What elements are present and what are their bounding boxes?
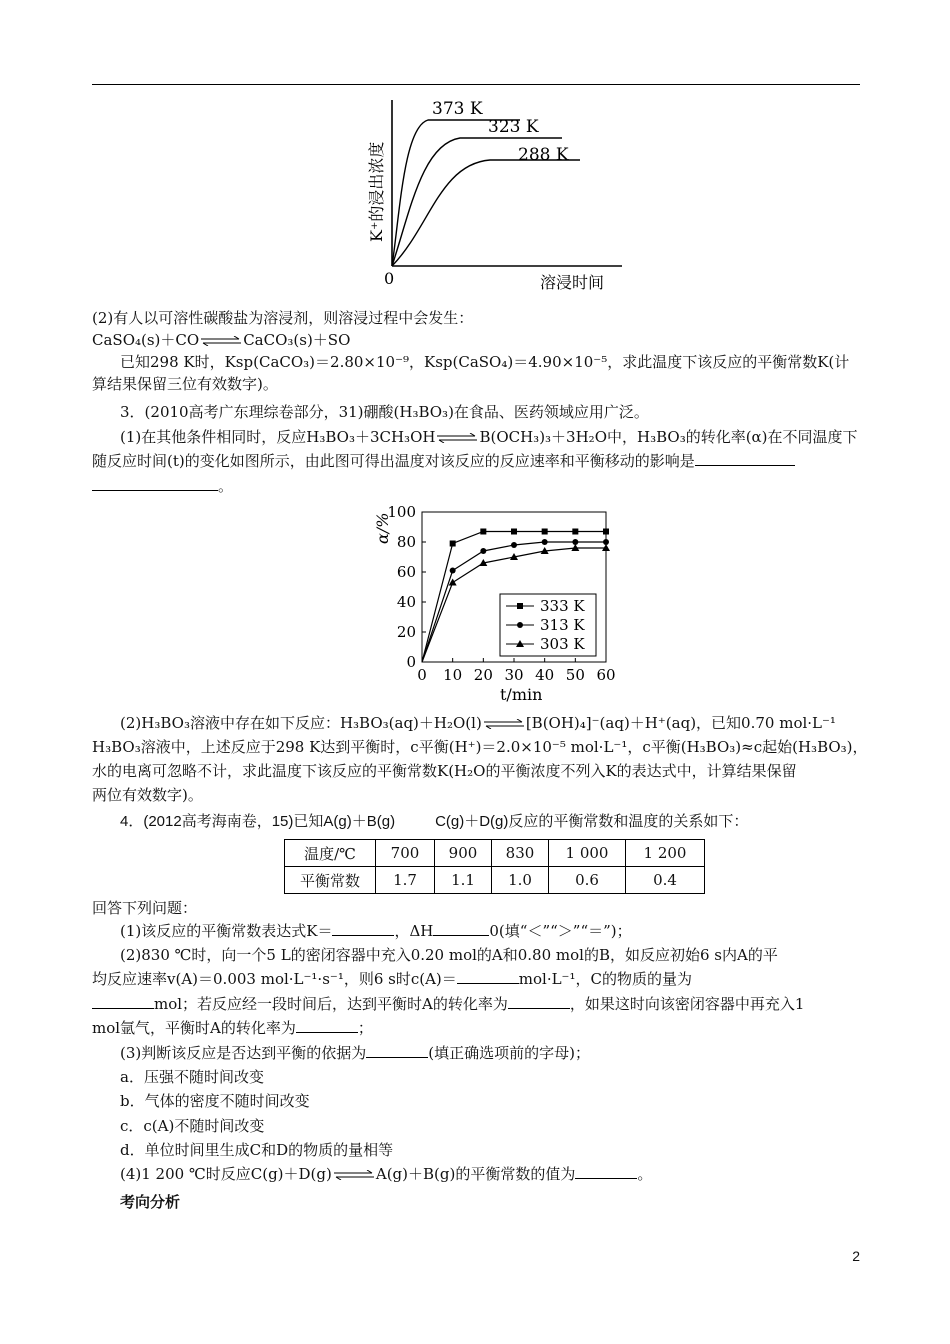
data-point bbox=[542, 529, 548, 535]
known-1: 已知298 K时，Ksp(CaCO₃)＝2.80×10⁻⁹，Ksp(CaSO₄)＝4.90×10⁻⁵，求此温度下该反应的平衡常数K(计 bbox=[120, 353, 850, 371]
data-point bbox=[480, 548, 486, 554]
p2-intro: (2)有人以可溶性碳酸盐为溶浸剂，则溶浸过程中会发生： bbox=[92, 309, 474, 327]
a1a: (1)该反应的平衡常数表达式K＝ bbox=[120, 922, 333, 940]
q3-part2-line2: H₃BO₃溶液中，上述反应于298 K达到平衡时，c平衡(H⁺)＝2.0×10⁻⁵ mol·L⁻¹，c平衡(H₃BO₃)≈c起始(H₃BO₃)， bbox=[92, 738, 868, 756]
x-tick-label: 10 bbox=[443, 666, 463, 684]
conversion-chart bbox=[360, 500, 630, 706]
a2-line3 bbox=[92, 994, 804, 1014]
table-cell: 1.1 bbox=[435, 867, 492, 894]
a2f: mol氩气，平衡时A的转化率为 bbox=[92, 1019, 296, 1037]
table-header: 温度/℃ bbox=[285, 840, 376, 867]
equilibrium-arrow-icon bbox=[334, 1170, 374, 1180]
equation-1 bbox=[92, 330, 350, 350]
option-c: c．c(A)不随时间改变 bbox=[120, 1117, 265, 1135]
a2-line4 bbox=[92, 1018, 373, 1038]
q3-2b: [B(OH)₄]⁻(aq)＋H⁺(aq)，已知0.70 mol·L⁻¹ bbox=[525, 714, 836, 732]
option-b: b．气体的密度不随时间改变 bbox=[120, 1092, 310, 1110]
a2d: mol；若反应经一段时间后，达到平衡时A的转化率为 bbox=[154, 995, 508, 1013]
table-cell: 1.0 bbox=[492, 867, 549, 894]
a2-line1: (2)830 ℃时，向一个5 L的密闭容器中充入0.20 mol的A和0.80 mol的B，如反应初始6 s内A的平 bbox=[120, 946, 778, 964]
y-tick-label: 40 bbox=[396, 593, 416, 611]
a1b: ，ΔH bbox=[394, 922, 434, 940]
x-tick-label: 50 bbox=[565, 666, 585, 684]
legend-marker bbox=[517, 622, 523, 628]
q4b: C(g)＋D(g)反应的平衡常数和温度的关系如下： bbox=[435, 813, 749, 830]
leaching-chart bbox=[360, 92, 630, 302]
legend-label: 303 K bbox=[540, 635, 585, 653]
answer-prompt: 回答下列问题： bbox=[92, 899, 198, 917]
a4a: (4)1 200 ℃时反应C(g)＋D(g) bbox=[120, 1165, 332, 1183]
data-point bbox=[450, 568, 456, 574]
eq1-left: CaSO₄(s)＋CO bbox=[92, 331, 200, 349]
y-tick-label: 20 bbox=[396, 623, 416, 641]
y-tick-label: 0 bbox=[406, 653, 416, 671]
q3-1b: B(OCH₃)₃＋3H₂O中，H₃BO₃的转化率(α)在不同温度下 bbox=[479, 428, 858, 446]
q4a: 4．(2012高考海南卷，15)已知A(g)＋B(g) bbox=[120, 813, 396, 830]
table-rowlabel: 平衡常数 bbox=[285, 867, 376, 894]
section-heading: 考向分析 bbox=[120, 1194, 181, 1211]
table-row bbox=[285, 840, 705, 867]
data-point bbox=[542, 539, 548, 545]
page-number: 2 bbox=[852, 1248, 860, 1264]
equilibrium-arrow-icon bbox=[437, 433, 477, 443]
answer-blank[interactable] bbox=[366, 1043, 428, 1058]
q3-1c: 随反应时间(t)的变化如图所示，由此图可得出温度对该反应的反应速率和平衡移动的影响是 bbox=[92, 452, 695, 470]
question-4 bbox=[120, 812, 748, 832]
table-cell: 1 200 bbox=[626, 840, 705, 867]
x-tick-label: 60 bbox=[596, 666, 616, 684]
x-tick-label: 20 bbox=[473, 666, 493, 684]
a2c: mol·L⁻¹，C的物质的量为 bbox=[518, 970, 692, 988]
data-point bbox=[480, 529, 486, 535]
table-cell: 1 000 bbox=[549, 840, 626, 867]
q3-part1-line1 bbox=[120, 427, 858, 447]
curve-373K bbox=[392, 120, 520, 266]
curve-288K bbox=[392, 160, 580, 266]
q3-part2-line3: 水的电离可忽略不计，求此温度下该反应的平衡常数K(H₂O的平衡浓度不列入K的表达式中，计算结果保留 bbox=[92, 762, 797, 780]
answer-blank[interactable] bbox=[296, 1018, 358, 1033]
label-288K: 288 K bbox=[518, 145, 569, 165]
answer-blank[interactable] bbox=[457, 969, 519, 984]
chart2-xlabel: t/min bbox=[500, 685, 543, 704]
chart1-ylabel: K⁺的浸出浓度 bbox=[367, 141, 386, 242]
table-cell: 0.6 bbox=[549, 867, 626, 894]
q3-part1-line2 bbox=[92, 451, 795, 471]
label-373K: 373 K bbox=[432, 99, 483, 119]
option-d: d．单位时间里生成C和D的物质的量相等 bbox=[120, 1141, 394, 1159]
x-tick-label: 40 bbox=[535, 666, 555, 684]
equilibrium-arrow-icon bbox=[484, 719, 524, 729]
table-cell: 700 bbox=[376, 840, 435, 867]
data-point bbox=[572, 529, 578, 535]
answer-blank[interactable] bbox=[332, 921, 394, 936]
table-cell: 830 bbox=[492, 840, 549, 867]
y-tick-label: 60 bbox=[396, 563, 416, 581]
y-tick-label: 80 bbox=[396, 533, 416, 551]
table-cell: 900 bbox=[435, 840, 492, 867]
answer-blank[interactable] bbox=[695, 451, 795, 466]
legend-label: 333 K bbox=[540, 597, 585, 615]
q3-part2-line1 bbox=[120, 713, 836, 733]
a2b: 均反应速率v(A)＝0.003 mol·L⁻¹·s⁻¹，则6 s时c(A)＝ bbox=[92, 970, 457, 988]
legend-marker bbox=[517, 603, 523, 609]
data-point bbox=[511, 529, 517, 535]
header-rule bbox=[92, 84, 860, 85]
chart1-origin: 0 bbox=[384, 269, 395, 288]
eq1-right: CaCO₃(s)＋SO bbox=[243, 331, 351, 349]
a3b: (填正确选项前的字母)； bbox=[428, 1044, 590, 1062]
data-point bbox=[450, 541, 456, 547]
q3-part2-line4: 两位有效数字)。 bbox=[92, 786, 203, 804]
label-323K: 323 K bbox=[488, 117, 539, 137]
a2-line2 bbox=[92, 969, 692, 989]
data-point bbox=[511, 542, 517, 548]
a4-line bbox=[120, 1164, 652, 1184]
data-point bbox=[603, 529, 609, 535]
legend-label: 313 K bbox=[540, 616, 585, 634]
q3-1d: 。 bbox=[218, 477, 234, 495]
answer-blank[interactable] bbox=[508, 994, 570, 1009]
known-1b: 算结果保留三位有效数字)。 bbox=[92, 375, 278, 393]
answer-blank[interactable] bbox=[92, 994, 154, 1009]
q3-1a: (1)在其他条件相同时，反应H₃BO₃＋3CH₃OH bbox=[120, 428, 436, 446]
a2g: ； bbox=[357, 1019, 373, 1037]
a3-line bbox=[120, 1043, 590, 1063]
q3-part1-line3 bbox=[92, 476, 233, 496]
table-cell: 1.7 bbox=[376, 867, 435, 894]
a4b: A(g)＋B(g)的平衡常数的值为 bbox=[375, 1165, 576, 1183]
table-cell: 0.4 bbox=[626, 867, 705, 894]
chart1-xlabel: 溶浸时间 bbox=[540, 273, 605, 292]
x-tick-label: 0 bbox=[417, 666, 427, 684]
a1c: 0(填“＜”“＞”“＝”)； bbox=[489, 922, 632, 940]
question-3: 3．(2010高考广东理综卷部分，31)硼酸(H₃BO₃)在食品、医药领域应用广泛。 bbox=[120, 403, 649, 421]
a2e: ，如果这时向该密闭容器中再充入1 bbox=[569, 995, 805, 1013]
q3-2a: (2)H₃BO₃溶液中存在如下反应：H₃BO₃(aq)＋H₂O(l) bbox=[120, 714, 482, 732]
equilibrium-table bbox=[284, 839, 705, 894]
a3a: (3)判断该反应是否达到平衡的依据为 bbox=[120, 1044, 367, 1062]
answer-blank[interactable] bbox=[575, 1164, 637, 1179]
option-a: a．压强不随时间改变 bbox=[120, 1068, 264, 1086]
a4c: 。 bbox=[637, 1165, 653, 1183]
equilibrium-arrow-icon bbox=[201, 336, 241, 346]
a1-line bbox=[120, 921, 632, 941]
x-tick-label: 30 bbox=[504, 666, 524, 684]
y-tick-label: 100 bbox=[387, 503, 416, 521]
answer-blank[interactable] bbox=[92, 476, 218, 491]
answer-blank[interactable] bbox=[433, 921, 489, 936]
table-row bbox=[285, 867, 705, 894]
chart2-ylabel: α/% bbox=[373, 512, 392, 544]
